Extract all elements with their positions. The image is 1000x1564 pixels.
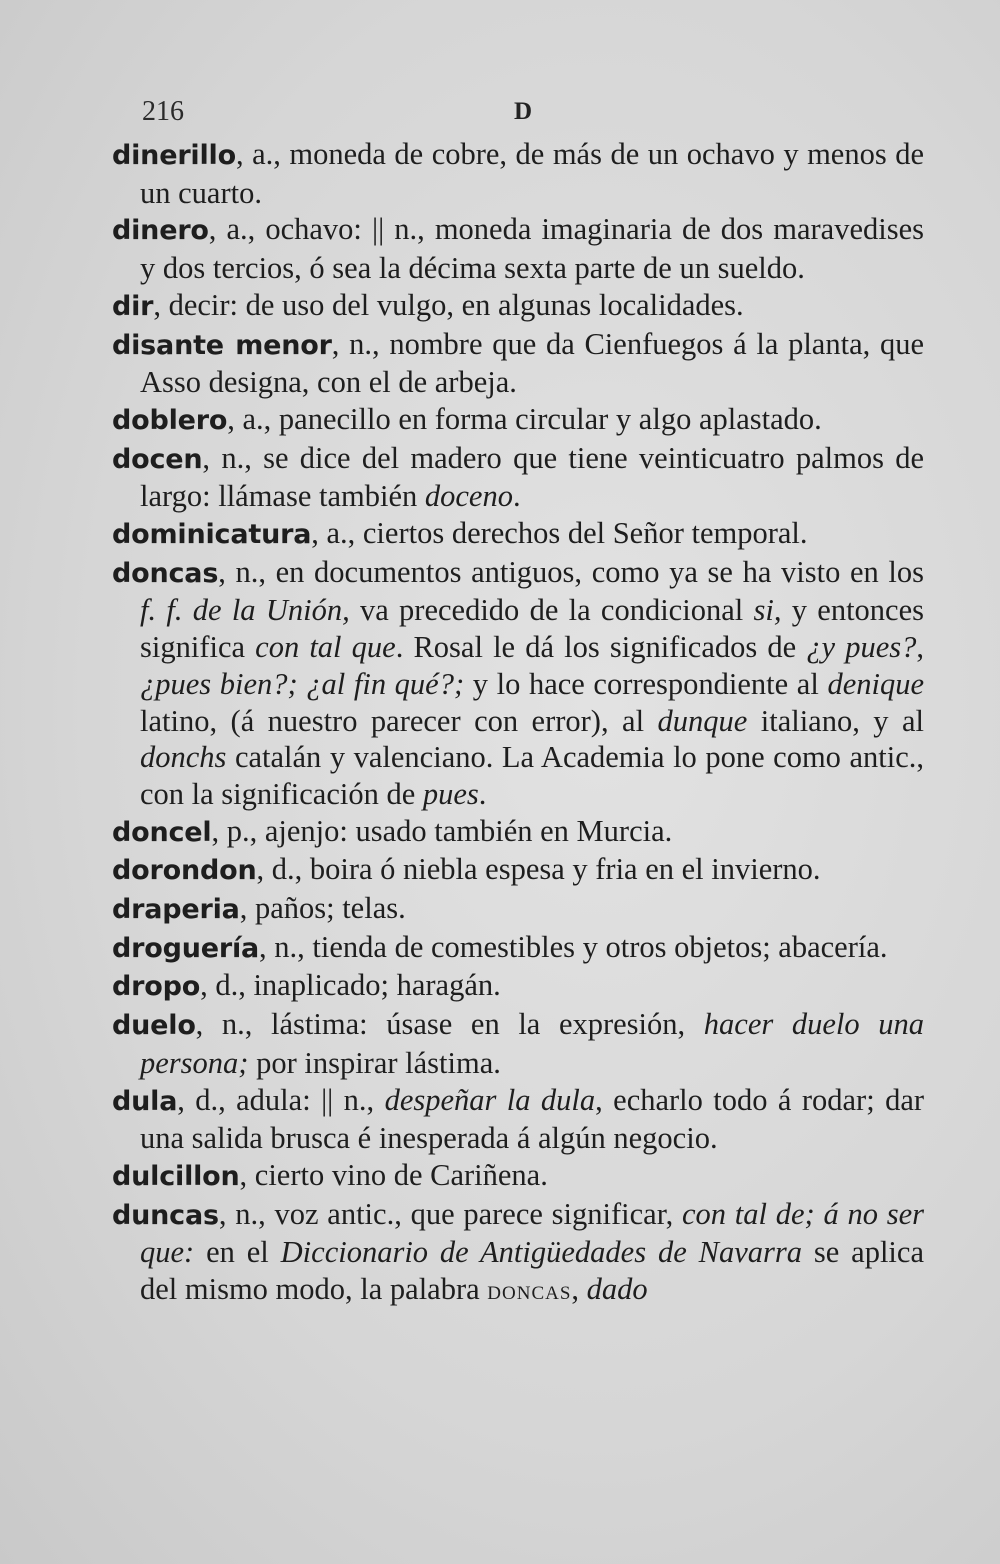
entry-text: , echarlo todo á rodar; dar una salida brusca é inesperada á algún negocio.	[140, 1082, 925, 1156]
dictionary-entry	[112, 1196, 924, 1309]
entry-text: .	[478, 776, 487, 811]
entry-text: , n., tienda de comestibles y otros objetos; abacería.	[259, 929, 888, 964]
entry-headword: dulcillon	[112, 1160, 240, 1192]
dictionary-entry	[112, 1157, 924, 1196]
entry-text: , a., ciertos derechos del Señor temporal.	[311, 516, 808, 551]
dictionary-entries	[112, 136, 924, 1309]
entry-text	[298, 667, 307, 701]
entry-headword: doncas	[112, 557, 219, 589]
entry-headword: docen	[112, 443, 203, 475]
entry-italic-text: f. f. de la Unión,	[140, 593, 350, 628]
entry-headword: draperia	[112, 894, 240, 926]
dictionary-entry	[112, 967, 924, 1006]
entry-headword: doncel	[112, 816, 212, 848]
entry-text: , a., panecillo en forma circular y algo aplastado.	[227, 401, 822, 436]
entry-italic-text: pues	[422, 776, 479, 811]
entry-smallcaps-text: doncas	[487, 1275, 572, 1306]
entry-italic-text: ¿al fin qué?;	[306, 666, 465, 701]
entry-headword: droguería	[112, 932, 260, 964]
dictionary-entry	[112, 287, 924, 326]
entry-text: y lo hace correspondiente al	[464, 666, 828, 701]
entry-text: , decir: de uso del vulgo, en algunas localidades.	[153, 287, 744, 322]
entry-text: , n., en documentos antiguos, como ya se ha visto en los	[218, 554, 924, 589]
entry-headword: doblero	[112, 404, 228, 436]
entry-italic-text: si,	[753, 593, 782, 628]
dictionary-entry	[112, 813, 924, 852]
entry-headword: dominicatura	[112, 519, 312, 551]
entry-text: por inspirar lástima.	[248, 1045, 501, 1080]
dictionary-entry	[112, 1006, 924, 1081]
entry-headword: dropo	[112, 971, 201, 1003]
entry-text: italiano, y al	[747, 703, 924, 738]
entry-text: , d., inaplicado; haragán.	[200, 968, 501, 1003]
entry-italic-text: hacer duelo una persona;	[140, 1007, 924, 1080]
dictionary-entry	[112, 929, 924, 968]
entry-text: , n., voz antic., que parece significar,	[218, 1196, 683, 1231]
entry-headword: duncas	[112, 1199, 219, 1231]
section-letter: D	[514, 98, 533, 125]
entry-text: , p., ajenjo: usado también en Murcia.	[211, 813, 673, 848]
entry-headword: dorondon	[112, 855, 257, 887]
entry-text: , a., ochavo: || n., moneda imaginaria de dos maravedises y dos tercios, ó sea la décima sexta parte de un sueldo.	[140, 212, 924, 286]
entry-italic-text: donchs	[140, 740, 227, 775]
entry-text: y entonces significa	[140, 593, 924, 665]
entry-text: , n., se dice del madero que tiene veinticuatro palmos de largo: llámase también	[140, 440, 924, 514]
entry-headword: disante menor	[112, 329, 332, 361]
entry-headword: duelo	[112, 1010, 196, 1042]
entry-italic-text: con tal que	[255, 630, 396, 665]
dictionary-entry	[112, 851, 924, 890]
entry-headword: dir	[112, 290, 154, 322]
dictionary-entry	[112, 515, 924, 554]
entry-text: , paños; telas.	[239, 891, 406, 926]
entry-headword: dinerillo	[112, 140, 236, 171]
entry-italic-text: doceno	[424, 479, 513, 514]
entry-italic-text: despeñar la dula	[384, 1082, 596, 1117]
page-number: 216	[142, 96, 184, 127]
entry-italic-text: ¿pues bien?;	[140, 666, 298, 701]
dictionary-entry	[112, 401, 924, 440]
entry-text: , n., lástima: úsase en la expresión,	[195, 1007, 704, 1042]
entry-text: latino, (á nuestro parecer con error), al	[140, 703, 658, 738]
dictionary-entry	[112, 211, 924, 286]
entry-italic-text: denique	[827, 666, 924, 701]
dictionary-entry	[112, 136, 924, 211]
dictionary-entry	[112, 440, 924, 515]
entry-text: ,	[916, 630, 924, 665]
page-header	[142, 96, 920, 136]
entry-text: , d., adula: || n.,	[177, 1082, 385, 1117]
entry-text: se aplica del mismo modo, la palabra	[140, 1235, 924, 1307]
entry-text: ,	[571, 1272, 587, 1307]
entry-italic-text: dunque	[657, 703, 748, 738]
entry-text: , n., nombre que da Cienfuegos á la planta, que Asso designa, con el de arbeja.	[140, 326, 924, 400]
entry-text: , cierto vino de Cariñena.	[239, 1157, 548, 1192]
entry-italic-text: dado	[586, 1272, 648, 1307]
entry-text: catalán y valenciano. La Academia lo pone como antic., con la significación de	[140, 740, 924, 811]
entry-text: . Rosal le dá los significados de	[395, 630, 807, 665]
entry-italic-text: Diccionario de Antigüedades de Navarra	[280, 1235, 802, 1270]
dictionary-entry	[112, 1082, 924, 1157]
entry-text: en el	[194, 1235, 281, 1270]
dictionary-entry	[112, 326, 924, 401]
entry-text: , d., boira ó niebla espesa y fria en el invierno.	[256, 852, 821, 887]
entry-headword: dinero	[112, 215, 209, 247]
entry-italic-text: ¿y pues?	[806, 630, 917, 665]
entry-headword: dula	[112, 1085, 178, 1117]
dictionary-entry	[112, 890, 924, 929]
entry-text: va precedido de la condicional	[349, 593, 754, 628]
dictionary-entry	[112, 554, 924, 813]
entry-text: .	[512, 479, 521, 514]
entry-text: , a., moneda de cobre, de más de un ochavo y menos de un cuarto.	[140, 137, 924, 210]
entry-italic-text: con tal de; á no ser que:	[140, 1196, 924, 1270]
